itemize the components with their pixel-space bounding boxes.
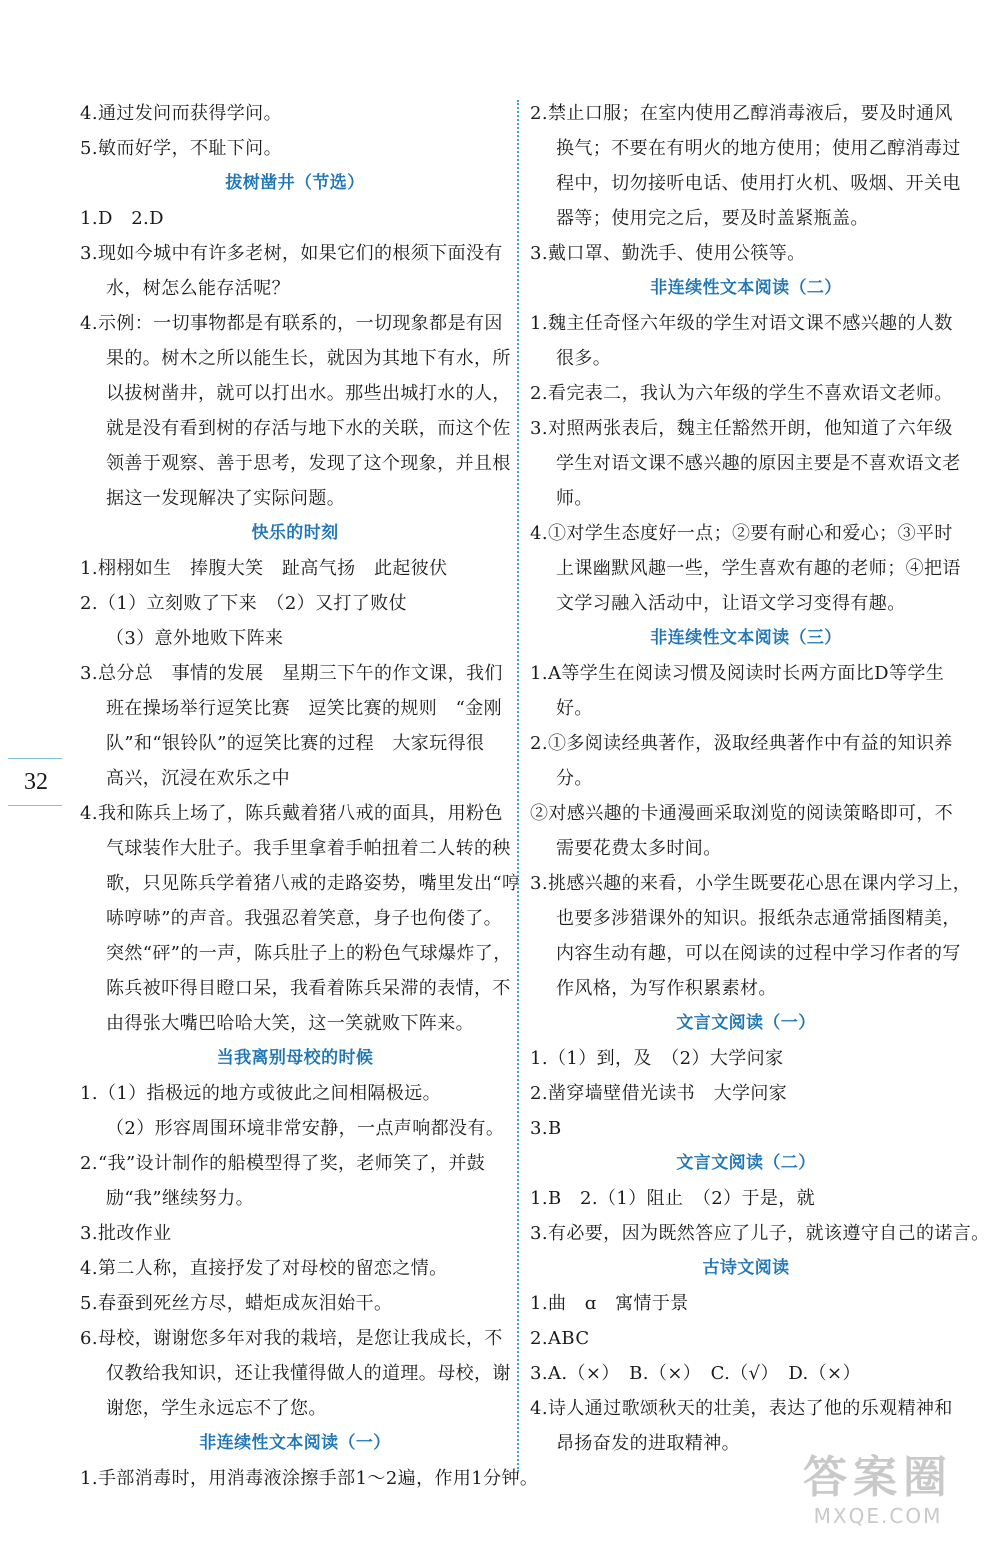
answer-line: 2.（1）立刻败了下来 （2）又打了败仗	[80, 593, 408, 614]
answer-line: 1.栩栩如生 捧腹大笑 趾高气扬 此起彼伏	[80, 558, 448, 579]
answer-line: 1.曲 ɑ 寓情于景	[530, 1293, 689, 1314]
answer-line: 就是没有看到树的存活与地下水的关联，而这个佐	[106, 418, 511, 439]
watermark-url: MXQE.COM	[813, 1504, 943, 1528]
answer-line: 水，树怎么能存活呢？	[106, 278, 290, 299]
answer-line: 3.B	[530, 1118, 562, 1139]
section-heading: 文言文阅读（一）	[676, 1013, 816, 1033]
answer-line: 4.示例：一切事物都是有联系的，一切现象都是有因	[80, 313, 503, 334]
answer-line: 4.我和陈兵上场了，陈兵戴着猪八戒的面具，用粉色	[80, 803, 503, 824]
right-column	[530, 96, 990, 1461]
answer-line: 气球装作大肚子。我手里拿着手帕扭着二人转的秧	[106, 838, 511, 859]
answer-line: 4.①对学生态度好一点；②要有耐心和爱心；③平时	[530, 523, 953, 544]
answer-line: 果的。树木之所以能生长，就因为其地下有水，所	[106, 348, 511, 369]
section-heading: 非连续性文本阅读（一）	[199, 1433, 391, 1453]
answer-line: 需要花费太多时间。	[556, 838, 722, 859]
section-heading: 古诗文阅读	[702, 1258, 790, 1278]
answer-line: 3.批改作业	[80, 1223, 172, 1244]
answer-line: 上课幽默风趣一些，学生喜欢有趣的老师；④把语	[556, 558, 961, 579]
answer-line: 1.（1）指极远的地方或彼此之间相隔极远。	[80, 1083, 442, 1104]
answer-line: 领善于观察、善于思考，发现了这个现象，并且根	[106, 453, 511, 474]
answer-line: 高兴，沉浸在欢乐之中	[106, 768, 290, 789]
section-heading: 快乐的时刻	[251, 523, 339, 543]
section-heading: 拔树凿井（节选）	[225, 173, 365, 193]
answer-line: 学生对语文课不感兴趣的原因主要是不喜欢语文老	[556, 453, 961, 474]
answer-line: 器等；使用完之后，要及时盖紧瓶盖。	[556, 208, 869, 229]
answer-line: 班在操场举行逗笑比赛 逗笑比赛的规则 “金刚	[106, 698, 502, 719]
section-heading: 文言文阅读（二）	[676, 1153, 816, 1173]
answer-line: 1.D 2.D	[80, 208, 165, 229]
answer-line: 3.挑感兴趣的来看，小学生既要花心思在课内学习上，	[530, 873, 972, 894]
column-divider	[517, 100, 519, 1472]
answer-line: 3.对照两张表后，魏主任豁然开朗，他知道了六年级	[530, 418, 953, 439]
answer-line: 队”和“银铃队”的逗笑比赛的过程 大家玩得很	[106, 733, 485, 754]
answer-line: 谢您，学生永远忘不了您。	[106, 1398, 327, 1419]
answer-line: 励“我”继续努力。	[106, 1188, 255, 1209]
answer-line: 1.魏主任奇怪六年级的学生对语文课不感兴趣的人数	[530, 313, 953, 334]
answer-line: 也要多涉猎课外的知识。报纸杂志通常插图精美，	[556, 908, 961, 929]
answer-line: 很多。	[556, 348, 612, 369]
answer-line: 3.戴口罩、勤洗手、使用公筷等。	[530, 243, 806, 264]
answer-line: 歌，只见陈兵学着猪八戒的走路姿势，嘴里发出“哼	[106, 873, 521, 894]
page-number: 32	[0, 760, 72, 804]
left-column	[80, 96, 539, 1496]
answer-line: 2.凿穿墙壁借光读书 大学问家	[530, 1083, 788, 1104]
answer-line: 3.现如今城中有许多老树，如果它们的根须下面没有	[80, 243, 503, 264]
answer-line: 5.春蚕到死丝方尽，蜡炬成灰泪始干。	[80, 1293, 393, 1314]
answer-line: 6.母校，谢谢您多年对我的栽培，是您让我成长，不	[80, 1328, 503, 1349]
answer-line: 3.总分总 事情的发展 星期三下午的作文课，我们	[80, 663, 503, 684]
section-heading: 当我离别母校的时候	[216, 1048, 374, 1068]
answer-line: 昂扬奋发的进取精神。	[556, 1433, 740, 1454]
answer-line: 1.A等学生在阅读习惯及阅读时长两方面比D等学生	[530, 663, 945, 684]
answer-line: 2.看完表二，我认为六年级的学生不喜欢语文老师。	[530, 383, 953, 404]
answer-line: 作风格，为写作积累素材。	[556, 978, 777, 999]
answer-line: 师。	[556, 488, 593, 509]
answer-line: 5.敏而好学，不耻下问。	[80, 138, 282, 159]
answer-line: 据这一发现解决了实际问题。	[106, 488, 346, 509]
watermark-mark: 答案圈	[803, 1452, 953, 1503]
answer-line: 2.①多阅读经典著作，汲取经典著作中有益的知识养	[530, 733, 953, 754]
answer-line: 3.有必要，因为既然答应了儿子，就该遵守自己的诺言。	[530, 1223, 990, 1244]
answer-line: 由得张大嘴巴哈哈大笑，这一笑就败下阵来。	[106, 1013, 474, 1034]
section-heading: 非连续性文本阅读（二）	[650, 278, 842, 298]
answer-line: 好。	[556, 698, 593, 719]
answer-line: 分。	[556, 768, 593, 789]
watermark-logo	[778, 1452, 978, 1540]
answer-line: 内容生动有趣，可以在阅读的过程中学习作者的写	[556, 943, 961, 964]
answer-line: ②对感兴趣的卡通漫画采取浏览的阅读策略即可，不	[530, 803, 954, 824]
answer-line: 1.B 2.（1）阻止 （2）于是，就	[530, 1188, 816, 1209]
answer-line: 1.（1）到，及 （2）大学问家	[530, 1048, 784, 1069]
answer-line: 哧哼哧”的声音。我强忍着笑意，身子也佝偻了。	[106, 908, 502, 929]
answer-line: 2.禁止口服；在室内使用乙醇消毒液后，要及时通风	[530, 103, 953, 124]
section-heading: 非连续性文本阅读（三）	[650, 628, 842, 648]
answer-line: （2）形容周围环境非常安静，一点声响都没有。	[106, 1118, 505, 1139]
answer-line: （3）意外地败下阵来	[106, 628, 284, 649]
answer-line: 文学习融入活动中，让语文学习变得有趣。	[556, 593, 906, 614]
answer-line: 以拔树凿井，就可以打出水。那些出城打水的人，	[106, 383, 511, 404]
answer-line: 4.诗人通过歌颂秋天的壮美，表达了他的乐观精神和	[530, 1398, 953, 1419]
answer-line: 陈兵被吓得目瞪口呆，我看着陈兵呆滞的表情，不	[106, 978, 511, 999]
answer-line: 仅教给我知识，还让我懂得做人的道理。母校，谢	[106, 1363, 511, 1384]
answer-line: 4.通过发问而获得学问。	[80, 103, 282, 124]
answer-line: 2.ABC	[530, 1328, 590, 1349]
answer-line: 4.第二人称，直接抒发了对母校的留恋之情。	[80, 1258, 448, 1279]
answer-line: 换气；不要在有明火的地方使用；使用乙醇消毒过	[556, 138, 961, 159]
answer-line: 程中，切勿接听电话、使用打火机、吸烟、开关电	[556, 173, 961, 194]
answer-line: 2.“我”设计制作的船模型得了奖，老师笑了，并鼓	[80, 1153, 486, 1174]
answer-line: 3.A.（×） B.（×） C.（√） D.（×）	[530, 1363, 861, 1384]
answer-line: 突然“砰”的一声，陈兵肚子上的粉色气球爆炸了，	[106, 943, 512, 964]
answer-line: 1.手部消毒时，用消毒液涂擦手部1～2遍，作用1分钟。	[80, 1468, 539, 1489]
